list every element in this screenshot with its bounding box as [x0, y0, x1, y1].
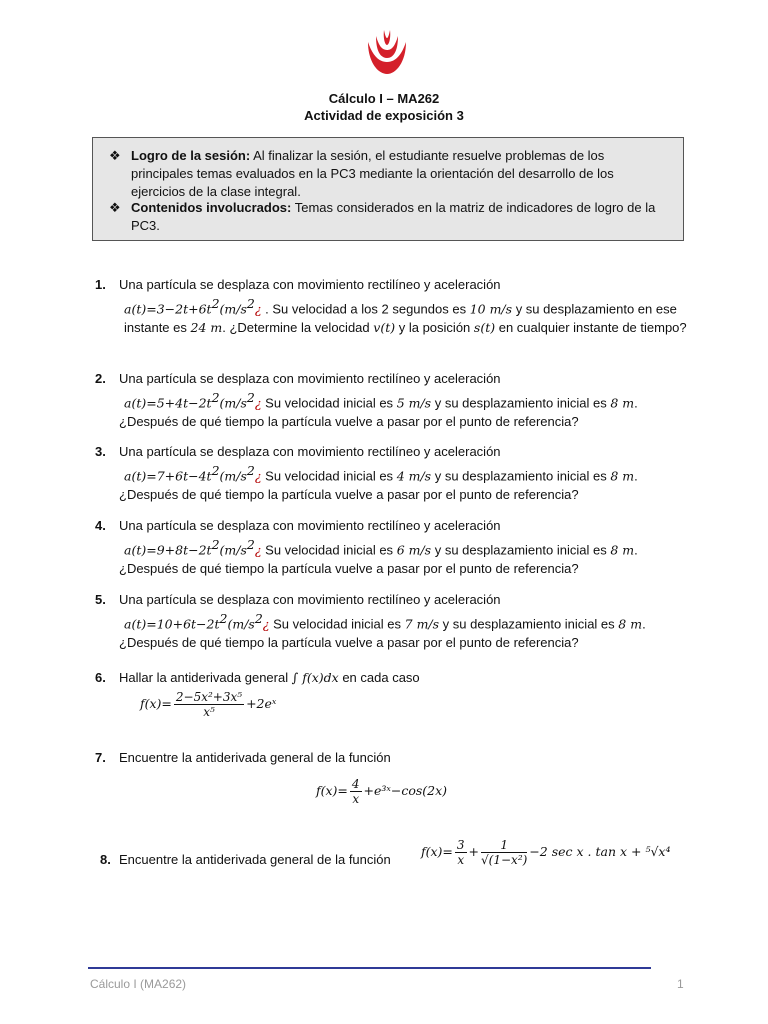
problem-text: y su desplazamiento en ese instante es	[124, 301, 677, 336]
exponent: 2	[211, 537, 220, 552]
acceleration-formula: a(t)=10+6t−2t	[124, 616, 220, 632]
denominator: √(1−x²)	[481, 853, 528, 867]
glyph: ¿	[254, 542, 262, 558]
diamond-bullet-icon: ❖	[109, 200, 121, 215]
problem-question: ¿Después de qué tiempo la partícula vuelve a pasar por el punto de referencia?	[119, 414, 579, 430]
numerator: 1	[481, 838, 527, 853]
fraction	[174, 690, 244, 719]
problem-text: y su desplazamiento inicial es	[434, 468, 607, 484]
unit: (m/s	[219, 395, 247, 411]
exponent: 2	[254, 611, 263, 626]
glyph: ¿	[254, 468, 262, 484]
unit: (m/s	[227, 616, 255, 632]
acceleration-formula: a(t)=9+8t−2t	[124, 542, 212, 558]
formula-lhs: f(x)=	[140, 696, 172, 711]
displacement-value: 8 m	[610, 542, 635, 558]
problem-3	[95, 442, 687, 504]
unit: (m/s	[219, 301, 247, 317]
problem-number: 7.	[95, 750, 106, 765]
problem-question: ¿Después de qué tiempo la partícula vuelve a pasar por el punto de referencia?	[119, 635, 579, 651]
velocity-value: 4 m/s	[396, 468, 432, 484]
p8-formula	[421, 838, 670, 867]
problem-number: 6.	[95, 670, 106, 685]
problem-question: ¿Después de qué tiempo la partícula vuelve a pasar por el punto de referencia?	[119, 561, 579, 577]
problem-7	[95, 748, 687, 767]
problem-text: Su velocidad inicial es	[273, 616, 402, 632]
acceleration-formula: a(t)=3−2t+6t	[124, 301, 212, 317]
problem-text: y su desplazamiento inicial es	[434, 542, 607, 558]
numerator: 4	[351, 777, 360, 791]
velocity-value: 10 m/s	[469, 301, 513, 317]
problem-2	[95, 369, 687, 431]
diamond-bullet-icon: ❖	[109, 148, 121, 163]
problem-text: . ¿Determine la velocidad	[222, 320, 370, 336]
unit: (m/s	[219, 468, 247, 484]
period: .	[634, 395, 638, 411]
problem-text: en cualquier instante de tiempo?	[498, 320, 687, 336]
problem-text: . Su velocidad a los 2 segundos es	[265, 301, 467, 317]
logro-bullet	[107, 147, 667, 201]
p6-formula	[140, 690, 276, 719]
fraction	[455, 838, 467, 867]
exponent: 2	[211, 463, 220, 478]
displacement-value: 8 m	[610, 468, 635, 484]
velocity-value: 7 m/s	[404, 616, 440, 632]
glyph: ¿	[254, 301, 262, 317]
upc-logo	[362, 28, 412, 78]
logro-label: Logro de la sesión:	[131, 148, 251, 163]
problem-question: ¿Después de qué tiempo la partícula vuelve a pasar por el punto de referencia?	[119, 487, 579, 503]
numerator: 2−5x²+3x⁵	[175, 690, 243, 704]
problem-number: 4.	[95, 518, 106, 533]
exponent: 2	[211, 296, 220, 311]
period: .	[642, 616, 646, 632]
numerator: 3	[456, 838, 465, 852]
glyph: ¿	[254, 395, 262, 411]
problem-text: en cada caso	[342, 670, 420, 685]
problem-text: Encuentre la antiderivada general de la función	[119, 750, 391, 765]
problem-intro: Una partícula se desplaza con movimiento rectilíneo y aceleración	[119, 592, 501, 607]
exponent: 2	[211, 390, 220, 405]
problem-text: Su velocidad inicial es	[265, 542, 394, 558]
contenidos-bullet	[107, 199, 667, 235]
problem-text: Su velocidad inicial es	[265, 395, 394, 411]
problem-text: Encuentre la antiderivada general de la función	[119, 852, 391, 867]
period: .	[634, 468, 638, 484]
problem-text: Hallar la antiderivada general	[119, 670, 289, 685]
page-number: 1	[677, 977, 684, 991]
p7-formula	[316, 777, 447, 806]
problem-intro: Una partícula se desplaza con movimiento rectilíneo y aceleración	[119, 277, 501, 292]
displacement-value: 8 m	[618, 616, 643, 632]
plus-sign: +	[468, 844, 480, 859]
problem-5	[95, 590, 687, 652]
velocity-value: 5 m/s	[396, 395, 432, 411]
exponent: 2	[246, 463, 255, 478]
problem-intro: Una partícula se desplaza con movimiento rectilíneo y aceleración	[119, 371, 501, 386]
formula-rhs: +e³ˣ−cos(2x)	[363, 783, 448, 798]
problem-text: Su velocidad inicial es	[265, 468, 394, 484]
exponent: 2	[219, 611, 228, 626]
formula-rhs: +2eˣ	[246, 696, 277, 711]
unit: (m/s	[219, 542, 247, 558]
footer-course: Cálculo I (MA262)	[90, 977, 187, 991]
problem-text: y la posición	[398, 320, 471, 336]
problem-intro: Una partícula se desplaza con movimiento rectilíneo y aceleración	[119, 444, 501, 459]
problem-text: y su desplazamiento inicial es	[434, 395, 607, 411]
displacement-value: 24 m	[190, 320, 223, 336]
problem-number: 8.	[100, 852, 111, 867]
velocity-value: 6 m/s	[396, 542, 432, 558]
denominator: x	[352, 792, 360, 806]
fraction	[350, 777, 362, 806]
contenidos-text: Temas considerados en la matriz de indicadores de logro de la PC3.	[131, 200, 656, 233]
velocity-function: v(t)	[373, 320, 396, 336]
denominator: x	[457, 853, 465, 867]
period: .	[634, 542, 638, 558]
formula-lhs: f(x)=	[421, 844, 453, 859]
problem-4	[95, 516, 687, 578]
exponent: 2	[246, 390, 255, 405]
displacement-value: 8 m	[610, 395, 635, 411]
document-subtitle: Actividad de exposición 3	[304, 108, 464, 123]
fraction	[481, 838, 527, 867]
exponent: 2	[246, 296, 255, 311]
document-title: Cálculo I – MA262	[328, 91, 440, 106]
formula-rhs: −2 sec x . tan x + ⁵√x⁴	[529, 844, 671, 859]
logro-text: Al finalizar la sesión, el estudiante resuelve problemas de los principales temas evaluados en la PC3 mediante la orientación del desarrollo de los ejercicios de la clase integral.	[131, 148, 614, 199]
position-function: s(t)	[473, 320, 496, 336]
glyph: ¿	[262, 616, 270, 632]
problem-1	[95, 275, 687, 337]
contenidos-label: Contenidos involucrados:	[131, 200, 292, 215]
exponent: 2	[246, 537, 255, 552]
denominator: x⁵	[203, 705, 215, 719]
problem-number: 2.	[95, 371, 106, 386]
footer-rule	[88, 967, 651, 969]
formula-lhs: f(x)=	[316, 783, 348, 798]
acceleration-formula: a(t)=5+4t−2t	[124, 395, 212, 411]
problem-number: 1.	[95, 277, 106, 292]
integral-expression: ∫ f(x)dx	[291, 670, 339, 685]
problem-intro: Una partícula se desplaza con movimiento rectilíneo y aceleración	[119, 518, 501, 533]
objectives-box	[92, 137, 684, 241]
problem-text: y su desplazamiento inicial es	[442, 616, 615, 632]
problem-number: 5.	[95, 592, 106, 607]
acceleration-formula: a(t)=7+6t−4t	[124, 468, 212, 484]
problem-6	[95, 668, 687, 687]
problem-number: 3.	[95, 444, 106, 459]
